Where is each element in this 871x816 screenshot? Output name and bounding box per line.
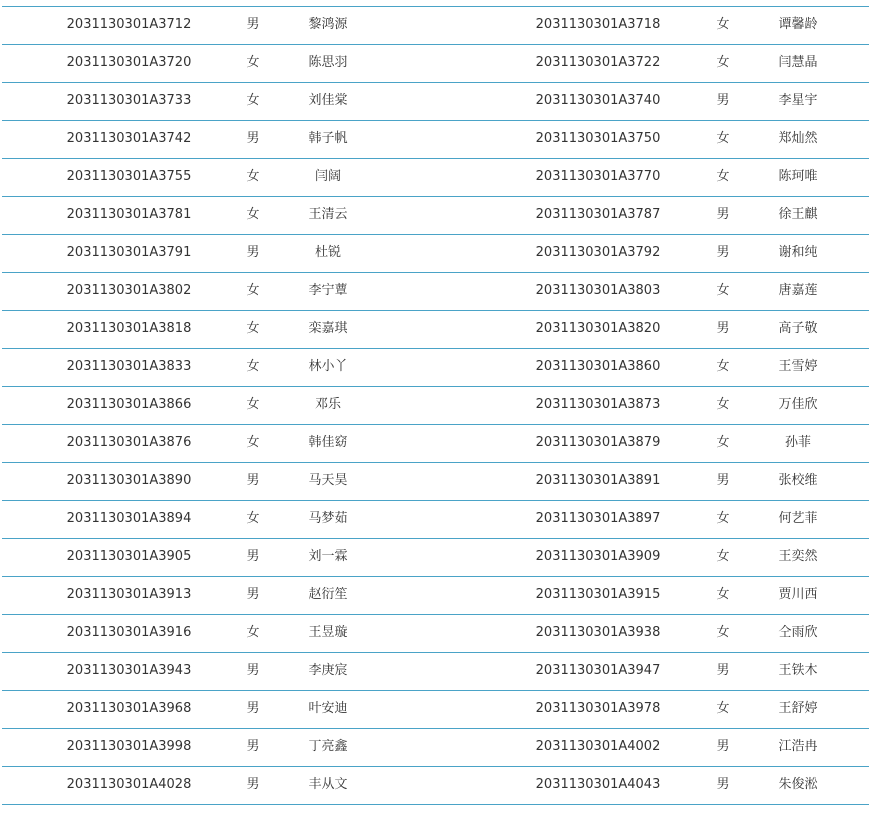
student-id-left: 2031130301A3742	[66, 131, 192, 146]
student-id-right: 2031130301A3770	[535, 169, 661, 184]
row-divider	[2, 804, 869, 805]
student-id-right: 2031130301A4002	[535, 739, 661, 754]
gender-left: 女	[246, 397, 260, 412]
student-name-left: 丁亮鑫	[308, 739, 348, 754]
gender-left: 女	[246, 93, 260, 108]
student-id-left: 2031130301A3876	[66, 435, 192, 450]
student-name-left: 李宁蕈	[308, 283, 348, 298]
student-id-right: 2031130301A4043	[535, 777, 661, 792]
student-name-right: 朱俊淞	[778, 777, 818, 792]
student-id-right: 2031130301A3803	[535, 283, 661, 298]
table-row	[0, 82, 871, 120]
student-id-right: 2031130301A3718	[535, 17, 661, 32]
student-name-right: 贾川西	[778, 587, 818, 602]
table-row	[0, 766, 871, 804]
gender-left: 男	[246, 777, 260, 792]
gender-right: 女	[716, 397, 730, 412]
gender-right: 女	[716, 283, 730, 298]
gender-left: 女	[246, 625, 260, 640]
student-id-left: 2031130301A3968	[66, 701, 192, 716]
gender-right: 女	[716, 131, 730, 146]
student-name-left: 林小丫	[308, 359, 348, 374]
student-name-right: 李星宇	[778, 93, 818, 108]
student-list-table	[0, 6, 871, 804]
gender-right: 女	[716, 701, 730, 716]
student-name-left: 陈思羽	[308, 55, 348, 70]
table-row	[0, 500, 871, 538]
student-id-right: 2031130301A3915	[535, 587, 661, 602]
table-row	[0, 44, 871, 82]
student-id-left: 2031130301A3905	[66, 549, 192, 564]
gender-left: 女	[246, 55, 260, 70]
gender-right: 男	[716, 245, 730, 260]
student-id-right: 2031130301A3938	[535, 625, 661, 640]
student-id-right: 2031130301A3750	[535, 131, 661, 146]
student-name-left: 韩子帆	[308, 131, 348, 146]
gender-left: 男	[246, 549, 260, 564]
gender-left: 女	[246, 283, 260, 298]
table-row	[0, 6, 871, 44]
student-name-right: 王奕然	[778, 549, 818, 564]
student-id-left: 2031130301A3943	[66, 663, 192, 678]
student-name-left: 邓乐	[314, 397, 341, 412]
gender-left: 男	[246, 473, 260, 488]
table-row	[0, 462, 871, 500]
student-name-right: 王雪婷	[778, 359, 818, 374]
student-name-left: 王清云	[308, 207, 348, 222]
student-id-left: 2031130301A3866	[66, 397, 192, 412]
gender-right: 男	[716, 739, 730, 754]
gender-right: 女	[716, 549, 730, 564]
table-row	[0, 538, 871, 576]
student-id-left: 2031130301A3733	[66, 93, 192, 108]
gender-left: 男	[246, 245, 260, 260]
gender-left: 女	[246, 321, 260, 336]
student-name-right: 徐王麒	[778, 207, 818, 222]
table-row	[0, 310, 871, 348]
gender-right: 女	[716, 511, 730, 526]
student-name-left: 丰从文	[308, 777, 348, 792]
student-name-right: 孙菲	[784, 435, 811, 450]
table-row	[0, 690, 871, 728]
student-name-left: 马梦茹	[308, 511, 348, 526]
student-name-right: 陈珂唯	[778, 169, 818, 184]
student-name-right: 郑灿然	[778, 131, 818, 146]
student-name-right: 唐嘉莲	[778, 283, 818, 298]
student-id-right: 2031130301A3909	[535, 549, 661, 564]
gender-left: 女	[246, 435, 260, 450]
student-id-left: 2031130301A3894	[66, 511, 192, 526]
student-id-left: 2031130301A3833	[66, 359, 192, 374]
gender-right: 女	[716, 17, 730, 32]
gender-right: 女	[716, 625, 730, 640]
gender-left: 男	[246, 131, 260, 146]
student-id-left: 2031130301A3791	[66, 245, 192, 260]
student-id-left: 2031130301A3720	[66, 55, 192, 70]
table-row	[0, 386, 871, 424]
gender-left: 男	[246, 739, 260, 754]
student-name-right: 何艺菲	[778, 511, 818, 526]
student-id-right: 2031130301A3891	[535, 473, 661, 488]
gender-right: 男	[716, 321, 730, 336]
student-name-left: 马天昊	[308, 473, 348, 488]
student-name-left: 闫阔	[314, 169, 341, 184]
table-row	[0, 652, 871, 690]
student-name-right: 谢和纯	[778, 245, 818, 260]
gender-left: 女	[246, 169, 260, 184]
gender-left: 男	[246, 663, 260, 678]
table-row	[0, 614, 871, 652]
student-id-left: 2031130301A3802	[66, 283, 192, 298]
student-name-left: 栾嘉琪	[308, 321, 348, 336]
student-name-right: 谭馨龄	[778, 17, 818, 32]
table-row	[0, 120, 871, 158]
student-name-right: 张校维	[778, 473, 818, 488]
student-id-right: 2031130301A3947	[535, 663, 661, 678]
student-id-left: 2031130301A3755	[66, 169, 192, 184]
gender-left: 男	[246, 17, 260, 32]
gender-right: 男	[716, 777, 730, 792]
gender-right: 男	[716, 207, 730, 222]
table-row	[0, 196, 871, 234]
student-name-left: 赵衍笙	[308, 587, 348, 602]
table-row	[0, 348, 871, 386]
student-name-right: 王舒婷	[778, 701, 818, 716]
student-id-right: 2031130301A3897	[535, 511, 661, 526]
table-row	[0, 234, 871, 272]
student-name-left: 黎鸿源	[308, 17, 348, 32]
student-id-left: 2031130301A3890	[66, 473, 192, 488]
gender-left: 女	[246, 359, 260, 374]
student-id-right: 2031130301A3787	[535, 207, 661, 222]
gender-right: 女	[716, 359, 730, 374]
gender-left: 男	[246, 701, 260, 716]
student-name-left: 王昱璇	[308, 625, 348, 640]
student-name-right: 仝雨欣	[778, 625, 818, 640]
student-id-left: 2031130301A4028	[66, 777, 192, 792]
table-row	[0, 424, 871, 462]
student-id-right: 2031130301A3792	[535, 245, 661, 260]
student-name-right: 王铁木	[778, 663, 818, 678]
student-name-right: 闫慧晶	[778, 55, 818, 70]
student-name-left: 叶安迪	[308, 701, 348, 716]
gender-left: 男	[246, 587, 260, 602]
student-id-left: 2031130301A3818	[66, 321, 192, 336]
gender-left: 女	[246, 511, 260, 526]
student-name-left: 刘佳棠	[308, 93, 348, 108]
student-id-left: 2031130301A3913	[66, 587, 192, 602]
student-name-left: 刘一霖	[308, 549, 348, 564]
table-row	[0, 576, 871, 614]
student-id-right: 2031130301A3873	[535, 397, 661, 412]
gender-right: 女	[716, 587, 730, 602]
gender-right: 女	[716, 435, 730, 450]
student-name-right: 万佳欣	[778, 397, 818, 412]
student-name-left: 杜锐	[314, 245, 341, 260]
student-name-right: 高子敬	[778, 321, 818, 336]
gender-right: 男	[716, 93, 730, 108]
student-name-left: 韩佳窈	[308, 435, 348, 450]
table-row	[0, 728, 871, 766]
gender-right: 男	[716, 473, 730, 488]
student-id-left: 2031130301A3781	[66, 207, 192, 222]
table-row	[0, 158, 871, 196]
student-name-left: 李庚宸	[308, 663, 348, 678]
student-id-right: 2031130301A3879	[535, 435, 661, 450]
student-id-right: 2031130301A3722	[535, 55, 661, 70]
student-id-right: 2031130301A3978	[535, 701, 661, 716]
student-id-right: 2031130301A3740	[535, 93, 661, 108]
student-id-left: 2031130301A3916	[66, 625, 192, 640]
student-name-right: 江浩冉	[778, 739, 818, 754]
gender-right: 男	[716, 663, 730, 678]
student-id-right: 2031130301A3860	[535, 359, 661, 374]
student-id-left: 2031130301A3712	[66, 17, 192, 32]
student-id-right: 2031130301A3820	[535, 321, 661, 336]
student-id-left: 2031130301A3998	[66, 739, 192, 754]
gender-right: 女	[716, 55, 730, 70]
gender-left: 女	[246, 207, 260, 222]
gender-right: 女	[716, 169, 730, 184]
table-row	[0, 272, 871, 310]
